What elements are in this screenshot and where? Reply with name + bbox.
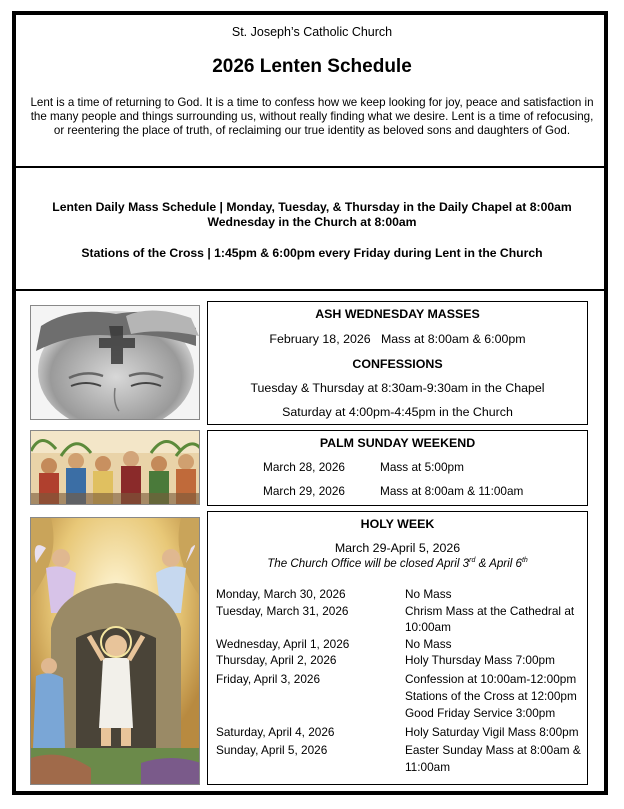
holy-day-4: Thursday, April 2, 2026 [216,653,337,667]
confessions-line-2: Saturday at 4:00pm-4:45pm in the Church [282,405,513,419]
palm-sunday-box [207,430,588,506]
palm-date-2: March 29, 2026 [263,484,345,498]
holy-event-7: Easter Sunday Mass at 8:00am & [405,743,581,757]
confessions-heading: CONFESSIONS [352,357,443,371]
holy-event-2b: 10:00am [405,620,451,634]
holy-week-box [207,511,588,785]
palm-date-1: March 28, 2026 [263,460,345,474]
holy-day-2: Tuesday, March 31, 2026 [216,604,349,618]
palm-desc-2: Mass at 8:00am & 11:00am [380,484,524,498]
risen-christ-image [30,517,200,785]
holy-day-3: Wednesday, April 1, 2026 [216,637,350,651]
ash-forehead-image [30,305,200,420]
palm-sunday-heading: PALM SUNDAY WEEKEND [319,436,476,450]
intro-paragraph: Lent is a time of returning to God. It is a time to confess how we keep looking for joy, peace and satisfaction in the many people and things surrounding us, without really finding what we desire. Lent is a time of refocusing, or reentering the place of truth, of reclaiming our true identity as beloved sons and daughters of God. [30,96,594,137]
holy-event-2: Chrism Mass at the Cathedral at [405,604,575,618]
stations-line: Stations of the Cross | 1:45pm & 6:00pm every Friday during Lent in the Church [81,246,543,260]
ash-wednesday-box [207,301,588,425]
holy-day-5: Friday, April 3, 2026 [216,672,321,686]
holy-event-3: No Mass [405,637,452,651]
holy-day-7: Sunday, April 5, 2026 [216,743,328,757]
ash-wednesday-heading: ASH WEDNESDAY MASSES [315,307,480,321]
holy-event-7b: 11:00am [405,760,451,774]
holy-day-6: Saturday, April 4, 2026 [216,725,335,739]
holy-event-5: Confession at 10:00am-12:00pm [405,672,577,686]
palm-sunday-image [30,430,200,505]
holy-event-6: Holy Saturday Vigil Mass 8:00pm [405,725,579,739]
office-closed-note: The Church Office will be closed April 3rd & April 6th [267,557,528,570]
palm-desc-1: Mass at 5:00pm [380,460,464,474]
daily-mass-line-1: Lenten Daily Mass Schedule | Monday, Tuesday, & Thursday in the Daily Chapel at 8:00am [52,200,572,214]
holy-event-4: Holy Thursday Mass 7:00pm [405,653,555,667]
divider-bottom [16,289,605,291]
confessions-line-1: Tuesday & Thursday at 8:30am-9:30am in the Chapel [250,381,545,395]
holy-week-range: March 29-April 5, 2026 [334,541,461,555]
holy-event-1: No Mass [405,587,452,601]
ash-wednesday-line: February 18, 2026 Mass at 8:00am & 6:00pm [269,332,526,346]
holy-event-5c: Good Friday Service 3:00pm [405,706,556,720]
church-name: St. Joseph’s Catholic Church [231,25,393,39]
holy-day-1: Monday, March 30, 2026 [216,587,346,601]
holy-week-heading: HOLY WEEK [360,517,435,531]
page-title: 2026 Lenten Schedule [212,56,412,77]
divider-top [16,166,605,168]
daily-mass-line-2: Wednesday in the Church at 8:00am [207,215,417,229]
holy-event-5b: Stations of the Cross at 12:00pm [405,689,577,703]
